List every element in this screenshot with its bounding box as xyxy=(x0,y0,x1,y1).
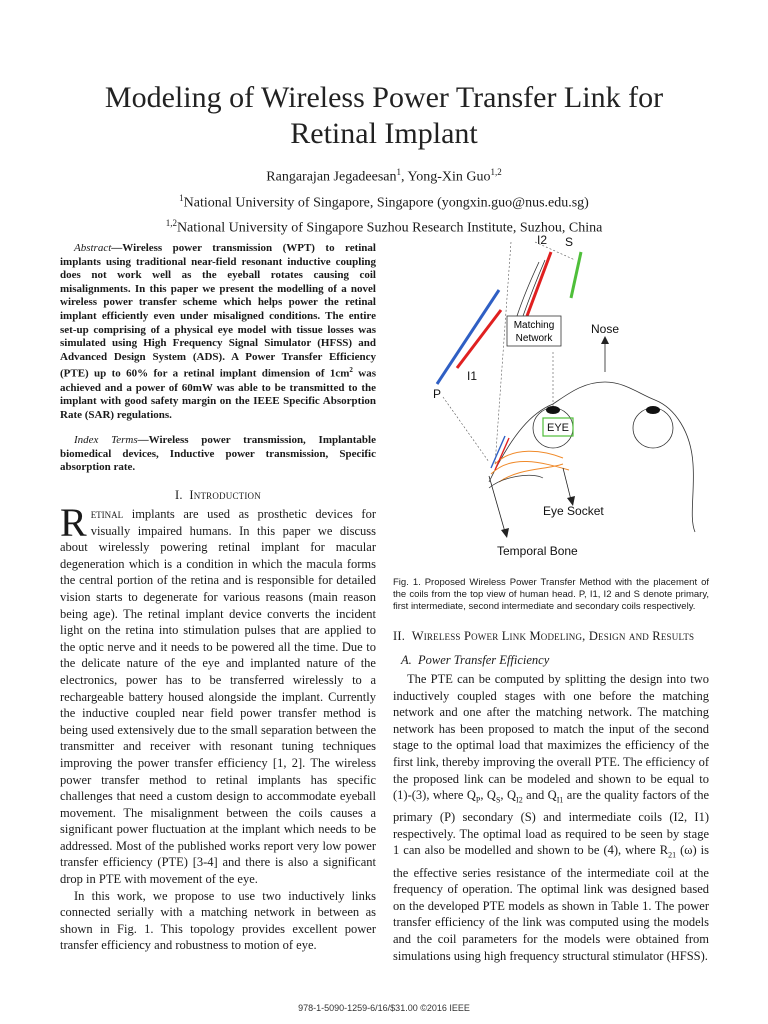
right-pupil xyxy=(646,406,660,414)
intro-paragraph-1 xyxy=(60,500,376,888)
pte-text-4: and Q xyxy=(522,788,557,803)
matching-label-1: Matching xyxy=(513,320,555,331)
label-i2: I2 xyxy=(537,233,548,247)
guide-line-i2 xyxy=(495,242,511,465)
index-terms xyxy=(60,434,376,475)
title-line-1: Modeling of Wireless Power Transfer Link for xyxy=(104,81,664,114)
copyright-footer: 978-1-5090-1259-6/16/$31.00 ©2016 IEEE xyxy=(298,1003,470,1013)
section-1-heading xyxy=(60,488,376,503)
paper-title xyxy=(60,80,708,152)
pte-paragraph xyxy=(393,671,709,964)
section-2-number: II. xyxy=(393,629,406,643)
author-1: Rangarajan Jegadeesan xyxy=(266,169,397,185)
label-eye-socket: Eye Socket xyxy=(543,504,604,518)
bone-pointer xyxy=(489,476,505,532)
pte-text-5: are the quality factors of the primary (P) secondary (S) and intermediate coils (I2, I1) respectively. The optimal load as required to be seen by stage 1 can also be modelled and shown to be (4), where R xyxy=(393,788,709,858)
introduction-body xyxy=(60,500,376,954)
abstract-text-a: —Wireless power transmission (WPT) to retinal implants using traditional near-field resonant inductive coupling does not work well as the eyeball rotates causing coil misalignments. In this paper we present the modelling of a novel wireless power transfer scheme which helps power the retinal implant efficiently even under misaligned conditions. The entire set-up comprising of a physical eye model with tissue losses was simulated using High Frequency Signal Simulator (HFSS) and Advanced Design System (ADS). A Power Transfer Efficiency (PTE) up to 60% for a retinal implant dimension of 1cm xyxy=(60,242,376,380)
label-p: P xyxy=(433,387,442,401)
pte-sub-3: I2 xyxy=(516,795,523,805)
label-s: S xyxy=(565,235,574,249)
abstract-lead: Abstract xyxy=(74,242,112,254)
socket-curve xyxy=(489,475,543,488)
matching-label-2: Network xyxy=(515,333,553,344)
subsection-a-heading xyxy=(393,653,549,668)
intro-p1-text: implants are used as prosthetic devices for visually impaired humans. In this paper we discuss about wirelessly powering retinal implant for macular degeneration which is a condition in which the macula forms the central portion of the retina and is responsible for detailed vision starts to degenerate for various reasons (main reason being age). The retinal implant device converts the incident light on the retina into stimulation pulses that are applied to the optic nerve and it needs to be powered all the time. Due to the delicate nature of the eye and implanted nature of the electronics, power has to be transferred wirelessly to a rechargeable battery housed alongside the implant. Currently the inductive coupled near field power transfer method is being used extensively due to the small separation between the transmitter and receiver with resonant tuning techniques improving the power transfer efficiency [1, 2]. The wireless power transfer method to retinal implants has specific challenges that need a custom design to accommodate eyeball movement. The misalignment between the coils causes a significant power fluctuation at the implant which needs to be addressed. Most of the published works report very low power transfer efficiency (PTE) [3-4] and there is also a significant drop in PTE with movement of the eye. xyxy=(60,507,376,887)
pte-text-6: (ω) is the effective series resistance of the intermediate coil at the frequency of operation. The optimal link was designed based on the developed PTE models as shown in Table 1. The power transfer efficiency of the link was computed using the models and the coil parameters for the models were obtained from simulations using high frequency structural stimulator (HFSS). xyxy=(393,843,709,963)
author-2: Yong-Xin Guo xyxy=(407,169,491,185)
pte-sub-1: P xyxy=(475,795,481,805)
figure-1-caption: Fig. 1. Proposed Wireless Power Transfer Method with the placement of the coils from the top view of human head. P, I1, I2 and S denote primary, first intermediate, second intermediate and secondary coils respectively. xyxy=(393,577,709,612)
pte-sub-4: I1 xyxy=(556,795,564,805)
intro-paragraph-2: In this work, we propose to use two inductively links connected serially with a matching network in between as shown in Fig. 1. This topology provides excellent power transfer efficiency and robustness to motion of eye. xyxy=(60,888,376,953)
left-pupil xyxy=(546,406,560,414)
label-temporal-bone: Temporal Bone xyxy=(497,544,578,558)
section-2-title: Wireless Power Link Modeling, Design and Results xyxy=(411,629,695,643)
figure-1-diagram xyxy=(393,232,709,572)
author-1-affil: 1 xyxy=(396,167,401,177)
author-line xyxy=(60,162,708,188)
subsection-a-title: Power Transfer Efficiency xyxy=(418,653,550,667)
affil-1-mark: 1 xyxy=(179,192,184,203)
author-separator: , xyxy=(401,169,408,185)
label-eye: EYE xyxy=(547,422,570,434)
pte-sub-2: S xyxy=(495,795,501,805)
label-nose: Nose xyxy=(591,322,620,336)
tissue-curve-3 xyxy=(499,464,563,482)
intermediate-coil-i2 xyxy=(527,252,551,316)
abstract-sup: 2 xyxy=(349,366,353,375)
label-i1: I1 xyxy=(467,369,478,383)
socket-pointer xyxy=(563,468,571,500)
tissue-curve-2 xyxy=(491,461,569,474)
dropcap: R xyxy=(60,500,87,545)
affil-2-text: National University of Singapore Suzhou Research Institute, Suzhou, China xyxy=(176,220,603,236)
section-2-body xyxy=(393,671,709,964)
affiliation-1 xyxy=(60,188,708,214)
index-terms-text: —Wireless power transmission, Implantable biomedical devices, Inductive power transmission, Specific absorption rate. xyxy=(60,434,376,474)
nose-arrow-head xyxy=(601,336,609,344)
section-1-title: Introduction xyxy=(189,488,261,502)
bone-pointer-head xyxy=(501,528,509,538)
affil-2-mark: 1,2 xyxy=(165,218,177,229)
author-2-affil: 1,2 xyxy=(490,167,502,177)
abstract-text-b: was achieved and a power of 60mW was able to be transmitted to the implant with good safety margin on the IEEE Specific Absorption Rate (SAR) regulations. xyxy=(60,368,376,421)
author-block xyxy=(60,162,708,239)
guide-line-p xyxy=(443,397,489,462)
section-1-number: I. xyxy=(175,488,183,502)
abstract xyxy=(60,242,376,422)
intro-first-word: etinal xyxy=(90,507,124,521)
pte-text-1: The PTE can be computed by splitting the design into two inductively coupled stages with one before the matching network and one after the matching network. The matching network has been proposed to match the input of the second stage to the optimal load that maximizes the efficiency of the first link, thereby improving the overall PTE. The efficiency of the proposed link can be modeled and shown to be equal to (1)-(3), where Q xyxy=(393,672,709,803)
subsection-a-label: A. xyxy=(401,653,412,667)
pte-sub-5: 21 xyxy=(668,850,677,860)
section-2-heading xyxy=(393,629,709,644)
index-terms-lead: Index Terms xyxy=(74,434,138,446)
affil-1-text: National University of Singapore, Singapore (yongxin.guo@nus.edu.sg) xyxy=(183,195,589,211)
title-line-2: Retinal Implant xyxy=(290,117,478,150)
pte-text-3: , Q xyxy=(500,788,517,803)
matching-wire-2 xyxy=(523,260,545,316)
pte-text-2: , Q xyxy=(480,788,496,803)
